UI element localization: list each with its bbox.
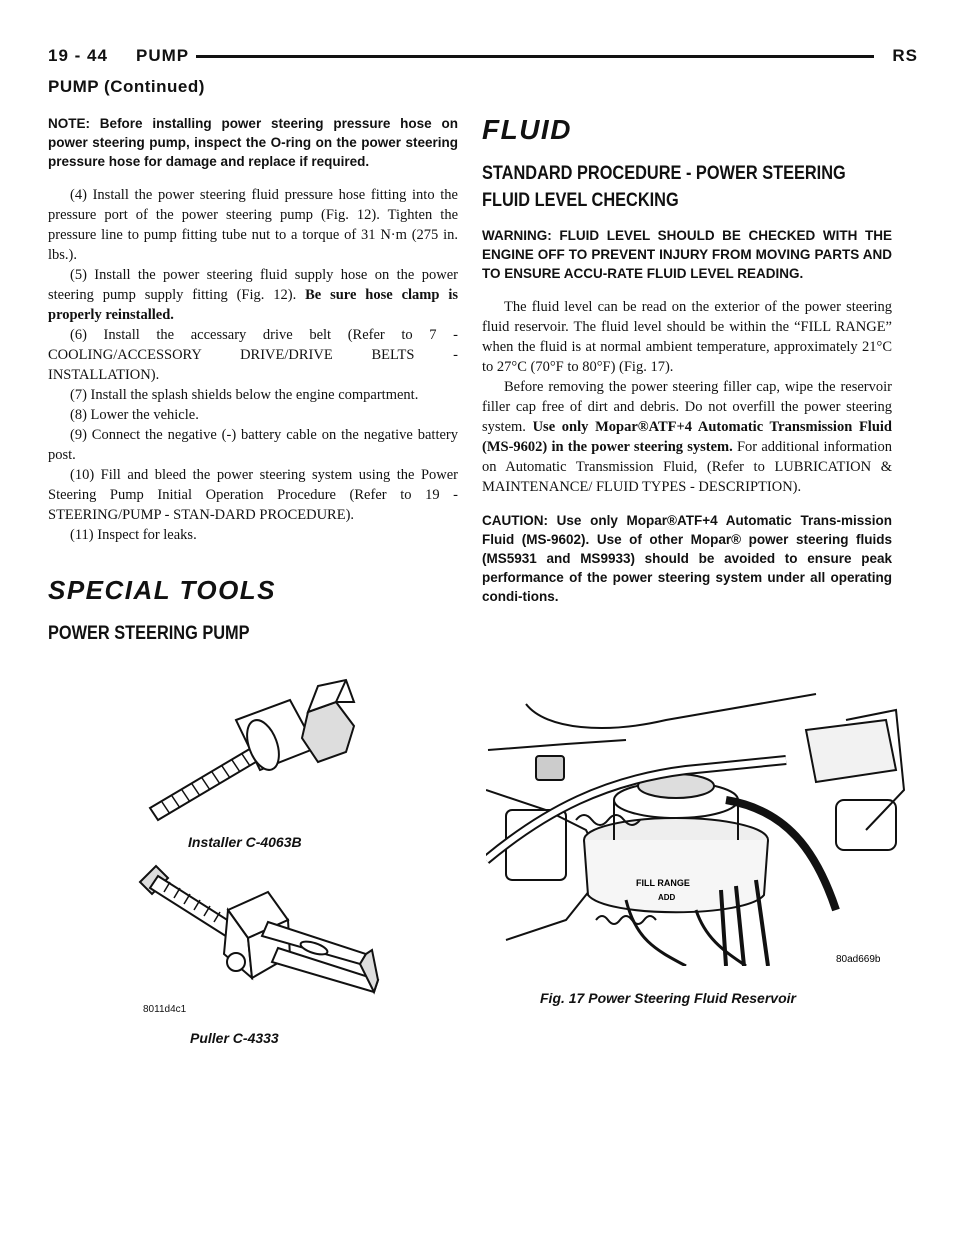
page-number: 19 - 44 [48, 46, 108, 65]
procedure-heading-line2: FLUID LEVEL CHECKING [482, 190, 679, 211]
fig17-caption: Fig. 17 Power Steering Fluid Reservoir [540, 990, 796, 1006]
header-rule [196, 55, 874, 58]
step-8: (8) Lower the vehicle. [70, 407, 199, 423]
puller-tool-figure [128, 856, 428, 1016]
page-header [48, 44, 918, 70]
procedure-heading [482, 160, 892, 214]
procedure-heading-line1: STANDARD PROCEDURE - POWER STEERING [482, 163, 846, 184]
note-text: NOTE: Before installing power steering pressure hose on power steering pump, inspect the O-ring on the power steering pressure hose for damage and replace if required. [48, 116, 458, 169]
fill-range-label: FILL RANGE [636, 878, 690, 888]
tool-figure-code: 8011d4c1 [143, 1004, 187, 1015]
fluid-level-paragraph: The fluid level can be read on the exterior of the power steering fluid reservoir. The fluid level should be within the “FILL RANGE” when the fluid is at normal ambient temperature, approximately 21°C to 27°C (70°F to 80°F) (Fig. 17). [482, 299, 892, 375]
step-11: (11) Inspect for leaks. [70, 527, 197, 543]
right-column [482, 114, 892, 620]
caution-text: CAUTION: Use only Mopar®ATF+4 Automatic Trans-mission Fluid (MS-9602). Use of other Mopar® power steering fluids (MS5931 and MS9933) should be avoided to ensure peak performance of the power steering system under all operating condi-tions. [482, 513, 892, 604]
installer-caption: Installer C-4063B [188, 834, 302, 850]
fig17-code: 80ad669b [836, 954, 881, 965]
special-tools-heading: SPECIAL TOOLS [48, 575, 277, 605]
fluid-heading: FLUID [482, 114, 572, 145]
step-10: (10) Fill and bleed the power steering system using the Power Steering Pump Initial Operation Procedure (Refer to 19 - STEERING/PUMP - STAN-DARD PROCEDURE). [48, 467, 458, 523]
install-steps [48, 185, 458, 545]
step-5: (5) Install the power steering fluid supply hose on the power steering pump supply fitting (Fig. 12). Be sure hose clamp is properly reinstalled. [48, 267, 458, 323]
step-9: (9) Connect the negative (-) battery cable on the negative battery post. [48, 427, 458, 463]
step-6: (6) Install the accessary drive belt (Refer to 7 - COOLING/ACCESSORY DRIVE/DRIVE BELTS - INSTALLATION). [48, 327, 458, 383]
step-4: (4) Install the power steering fluid pressure hose fitting into the pressure port of the power steering pump (Fig. 12). Tighten the pressure line to pump fitting tube nut to a torque of 31 N·m (275 in. lbs.). [48, 187, 458, 263]
reservoir-figure [486, 690, 906, 966]
model-code: RS [892, 46, 918, 65]
section-title: PUMP [136, 46, 190, 65]
pump-tools-heading: POWER STEERING PUMP [48, 623, 250, 644]
add-label: ADD [658, 893, 676, 902]
left-column [48, 114, 458, 647]
puller-caption: Puller C-4333 [190, 1030, 279, 1046]
installer-tool-figure [140, 676, 380, 826]
continued-title: PUMP (Continued) [48, 77, 205, 96]
warning-text: WARNING: FLUID LEVEL SHOULD BE CHECKED WITH THE ENGINE OFF TO PREVENT INJURY FROM MOVING PARTS AND TO ENSURE ACCU-RATE FLUID LEVEL READING. [482, 228, 892, 281]
filler-cap-paragraph: Before removing the power steering filler cap, wipe the reservoir filler cap free of dirt and debris. Do not overfill the power steering system. Use only Mopar®ATF+4 Automatic Transmission Fluid (MS-9602) in the power steering system. For additional information on Automatic Transmission Fluid, (Refer to LUBRICATION & MAINTENANCE/ FLUID TYPES - DESCRIPTION). [482, 379, 892, 495]
step-7: (7) Install the splash shields below the engine compartment. [70, 387, 419, 403]
